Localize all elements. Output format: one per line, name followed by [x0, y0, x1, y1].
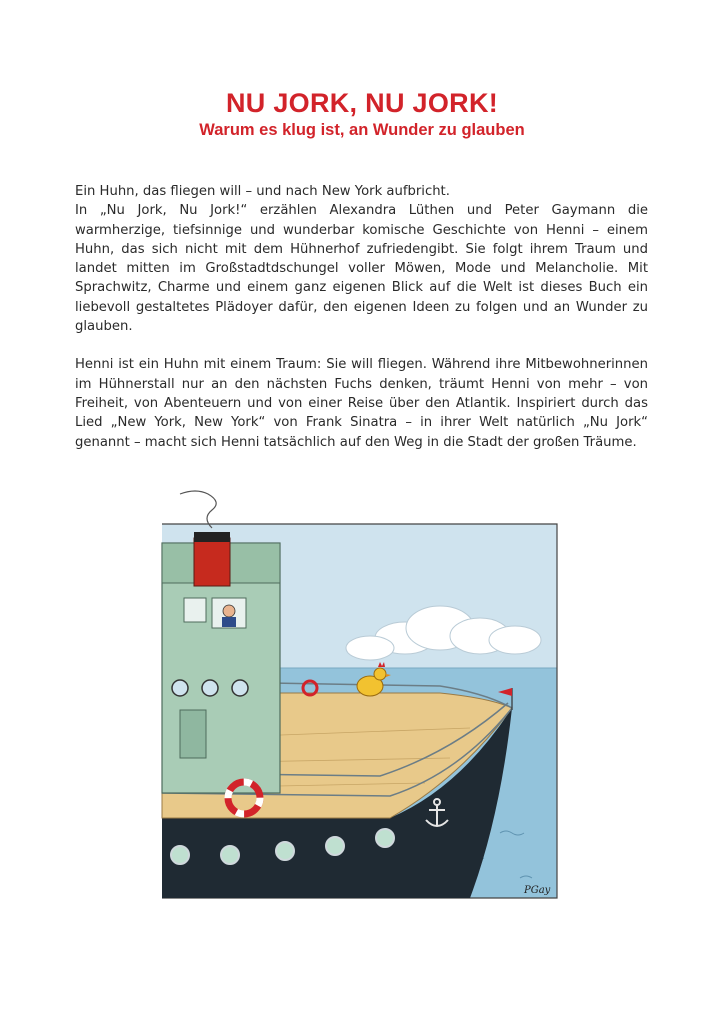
- cabin-door: [180, 710, 206, 758]
- intro-rest: In „Nu Jork, Nu Jork!“ erzählen Alexandra Lüthen und Peter Gaymann die warmherzige, tiefsinnige und wunderbar komische Geschichte von Henni – einem Huhn, das sich nicht mit dem Hühnerhof zufriedengibt. Sie folgt ihrem Traum und landet mitten im Großstadtdschungel voller Möwen, Mode und Melancholie. Mit Sprachwitz, Charme und einem ganz eigenen Blick auf die Welt ist dieses Buch ein liebevoll gestaltetes Plädoyer dafür, den eigenen Ideen zu folgen und an Wunder zu glauben.: [75, 203, 648, 335]
- intro-lead-line: Ein Huhn, das fliegen will – und nach New York aufbricht.: [75, 184, 450, 199]
- body-text: [75, 182, 648, 452]
- paragraph-intro: [75, 182, 648, 336]
- page-subtitle: Warum es klug ist, an Wunder zu glauben: [199, 121, 525, 139]
- page-title: NU JORK, NU JORK!: [225, 88, 499, 118]
- cabin-portholes: [172, 680, 248, 696]
- smoke: [180, 491, 216, 528]
- ship-funnel: [194, 538, 230, 586]
- bridge-window: [184, 598, 206, 622]
- ship-illustration: [140, 488, 570, 908]
- illustrator-signature: PGay: [524, 885, 551, 896]
- captain: [223, 605, 235, 617]
- ship-illustration-svg: [140, 488, 570, 908]
- funnel-top: [194, 532, 230, 542]
- paragraph-henni: Henni ist ein Huhn mit einem Traum: Sie will fliegen. Während ihre Mitbewohnerinnen im Hühnerstall nur an den nächsten Fuchs denken, träumt Henni von mehr – von Freiheit, von Abenteuern und von einer Reise über den Atlantik. Inspiriert durch das Lied „New York, New York“ von Frank Sinatra – in ihrer Welt natürlich „Nu Jork“ genannt – macht sich Henni tatsächlich auf den Weg in die Stadt der großen Träume.: [75, 357, 648, 450]
